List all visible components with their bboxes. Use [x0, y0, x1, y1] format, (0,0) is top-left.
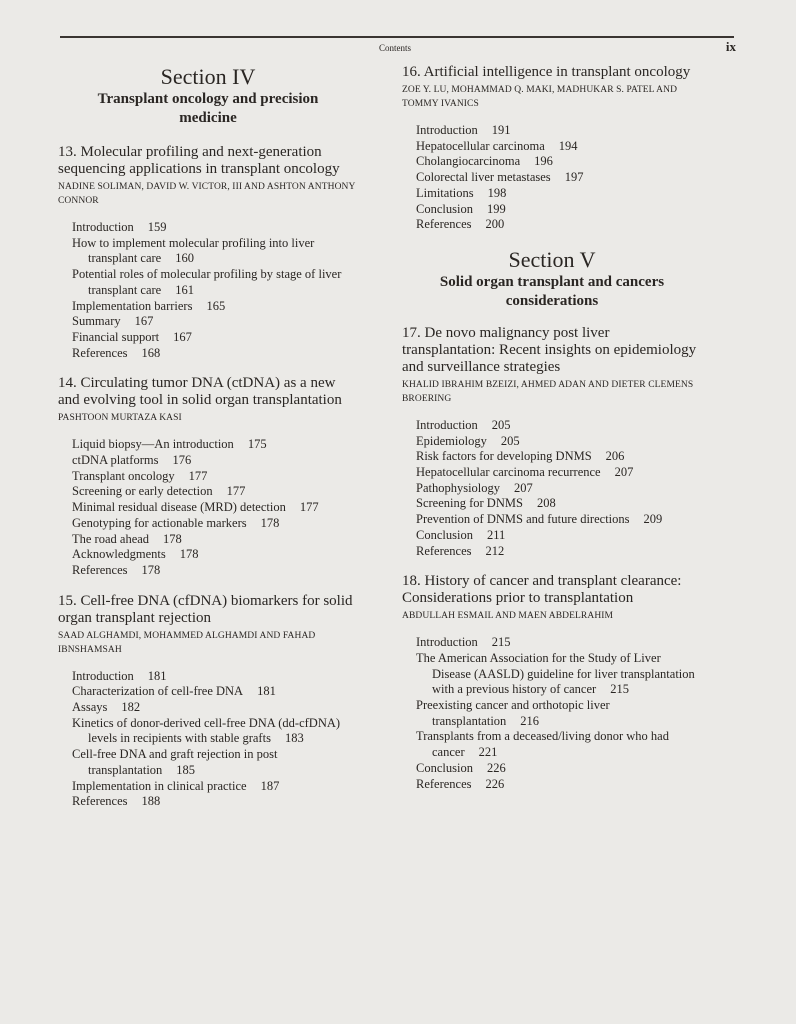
- toc-entry[interactable]: Colorectal liver metastases 197: [416, 170, 584, 185]
- toc-entry[interactable]: Acknowledgments 178: [72, 547, 199, 562]
- toc-entry[interactable]: Prevention of DNMS and future directions 209: [416, 512, 663, 527]
- chapter-title: 14. Circulating tumor DNA (ctDNA) as a new and evolving tool in solid organ transplantation: [58, 375, 342, 409]
- chapter-authors: ZOE Y. LU, MOHAMMAD Q. MAKI, MADHUKAR S. PATEL AND TOMMY IVANICS: [402, 85, 678, 109]
- toc-entry[interactable]: Transplant oncology 177: [72, 468, 208, 483]
- toc-entry[interactable]: Genotyping for actionable markers 178: [72, 515, 280, 530]
- toc-entry[interactable]: Epidemiology 205: [416, 433, 520, 448]
- right-column: [402, 64, 702, 792]
- chapter-title: 13. Molecular profiling and next-generation sequencing applications in transplant oncology: [58, 144, 340, 177]
- header-rule: [60, 36, 734, 38]
- toc-entry[interactable]: References 200: [416, 217, 505, 232]
- toc-entry[interactable]: Introduction 191: [416, 123, 511, 137]
- chapter-authors: NADINE SOLIMAN, DAVID W. VICTOR, III AND ASHTON ANTHONY CONNOR: [58, 182, 356, 206]
- toc-entry[interactable]: Summary 167: [72, 314, 154, 329]
- toc-entry[interactable]: Liquid biopsy—An introduction 175: [72, 437, 267, 452]
- toc-entry[interactable]: Preexisting cancer and orthotopic liver transplantation 216: [416, 698, 610, 728]
- chapter-15: [58, 593, 358, 810]
- toc-entry[interactable]: References 212: [416, 543, 505, 558]
- toc-entry[interactable]: Conclusion 226: [416, 760, 506, 775]
- toc-entry[interactable]: Hepatocellular carcinoma 194: [416, 138, 578, 153]
- chapter-16: [402, 64, 702, 233]
- section-subtitle: Transplant oncology and precision medicine: [97, 91, 319, 126]
- toc-entry[interactable]: Assays 182: [72, 700, 141, 715]
- toc-entry[interactable]: Screening or early detection 177: [72, 484, 246, 499]
- toc-entries: [416, 418, 702, 559]
- toc-entry[interactable]: Financial support 167: [72, 329, 192, 344]
- page-number: ix: [725, 39, 736, 54]
- section-title: Section IV: [160, 64, 256, 89]
- chapter-title: 16. Artificial intelligence in transplant oncology: [402, 64, 691, 80]
- toc-entry[interactable]: References 188: [72, 794, 161, 809]
- chapter-authors: ABDULLAH ESMAIL AND MAEN ABDELRAHIM: [402, 611, 614, 622]
- toc-entry[interactable]: Screening for DNMS 208: [416, 496, 556, 511]
- toc-entry[interactable]: Kinetics of donor-derived cell-free DNA (dd-cfDNA) levels in recipients with stable grafts 183: [72, 715, 341, 746]
- toc-entries: [72, 437, 358, 578]
- toc-entry[interactable]: Cell-free DNA and graft rejection in post transplantation 185: [72, 747, 278, 777]
- toc-entry[interactable]: The American Association for the Study of Liver Disease (AASLD) guideline for liver transplantation with a previous history of cancer 215: [416, 650, 695, 697]
- toc-entry[interactable]: References 178: [72, 562, 161, 577]
- toc-entry[interactable]: Introduction 215: [416, 635, 511, 650]
- toc-entry[interactable]: Introduction 205: [416, 417, 511, 432]
- left-column: [58, 64, 358, 810]
- toc-entry[interactable]: How to implement molecular profiling into liver transplant care 160: [72, 235, 315, 266]
- chapter-18: [402, 573, 702, 792]
- toc-entry[interactable]: Conclusion 211: [416, 527, 506, 542]
- chapter-authors: SAAD ALGHAMDI, MOHAMMED ALGHAMDI AND FAHAD IBNSHAMSAH: [58, 630, 316, 655]
- chapter-13: [58, 144, 358, 361]
- toc-entry[interactable]: Introduction 159: [72, 220, 167, 234]
- chapter-title: 15. Cell-free DNA (cfDNA) biomarkers for solid organ transplant rejection: [58, 592, 353, 626]
- toc-entry[interactable]: Limitations 198: [416, 185, 507, 200]
- toc-entries: [416, 123, 702, 233]
- chapter-17: [402, 325, 702, 559]
- toc-entry[interactable]: Risk factors for developing DNMS 206: [416, 449, 625, 464]
- section-title: Section V: [508, 246, 596, 272]
- toc-entry[interactable]: References 226: [416, 776, 505, 791]
- toc-entry[interactable]: Characterization of cell-free DNA 181: [72, 684, 276, 699]
- toc-entry[interactable]: Transplants from a deceased/living donor who had cancer 221: [416, 729, 669, 760]
- chapter-title: 18. History of cancer and transplant clearance: Considerations prior to transplantation: [402, 573, 682, 607]
- toc-entry[interactable]: Cholangiocarcinoma 196: [416, 154, 553, 169]
- toc-entry[interactable]: Implementation barriers 165: [72, 298, 226, 313]
- toc-entry[interactable]: Hepatocellular carcinoma recurrence 207: [416, 465, 634, 480]
- toc-entry[interactable]: Minimal residual disease (MRD) detection 177: [72, 500, 319, 515]
- toc-entry[interactable]: Pathophysiology 207: [416, 480, 533, 495]
- toc-entries: [72, 220, 358, 361]
- toc-entries: [416, 635, 702, 792]
- chapter-authors: PASHTOON MURTAZA KASI: [58, 413, 182, 424]
- toc-entry[interactable]: Introduction 181: [72, 668, 167, 683]
- chapter-14: [58, 375, 358, 578]
- toc-entry[interactable]: References 168: [72, 345, 161, 360]
- chapter-title: 17. De novo malignancy post liver transplantation: Recent insights on epidemiology and surveillance strategies: [402, 324, 697, 375]
- section-subtitle: Solid organ transplant and cancers considerations: [439, 273, 665, 309]
- toc-entry[interactable]: Potential roles of molecular profiling by stage of liver transplant care 161: [72, 267, 342, 297]
- toc-entry[interactable]: Conclusion 199: [416, 201, 506, 216]
- chapter-authors: KHALID IBRAHIM BZEIZI, AHMED ADAN AND DIETER CLEMENS BROERING: [402, 379, 694, 404]
- toc-entry[interactable]: Implementation in clinical practice 187: [72, 778, 280, 793]
- running-title: Contents: [378, 43, 411, 53]
- toc-entry[interactable]: ctDNA platforms 176: [72, 453, 192, 468]
- toc-entries: [72, 669, 358, 810]
- toc-entry[interactable]: The road ahead 178: [72, 531, 182, 546]
